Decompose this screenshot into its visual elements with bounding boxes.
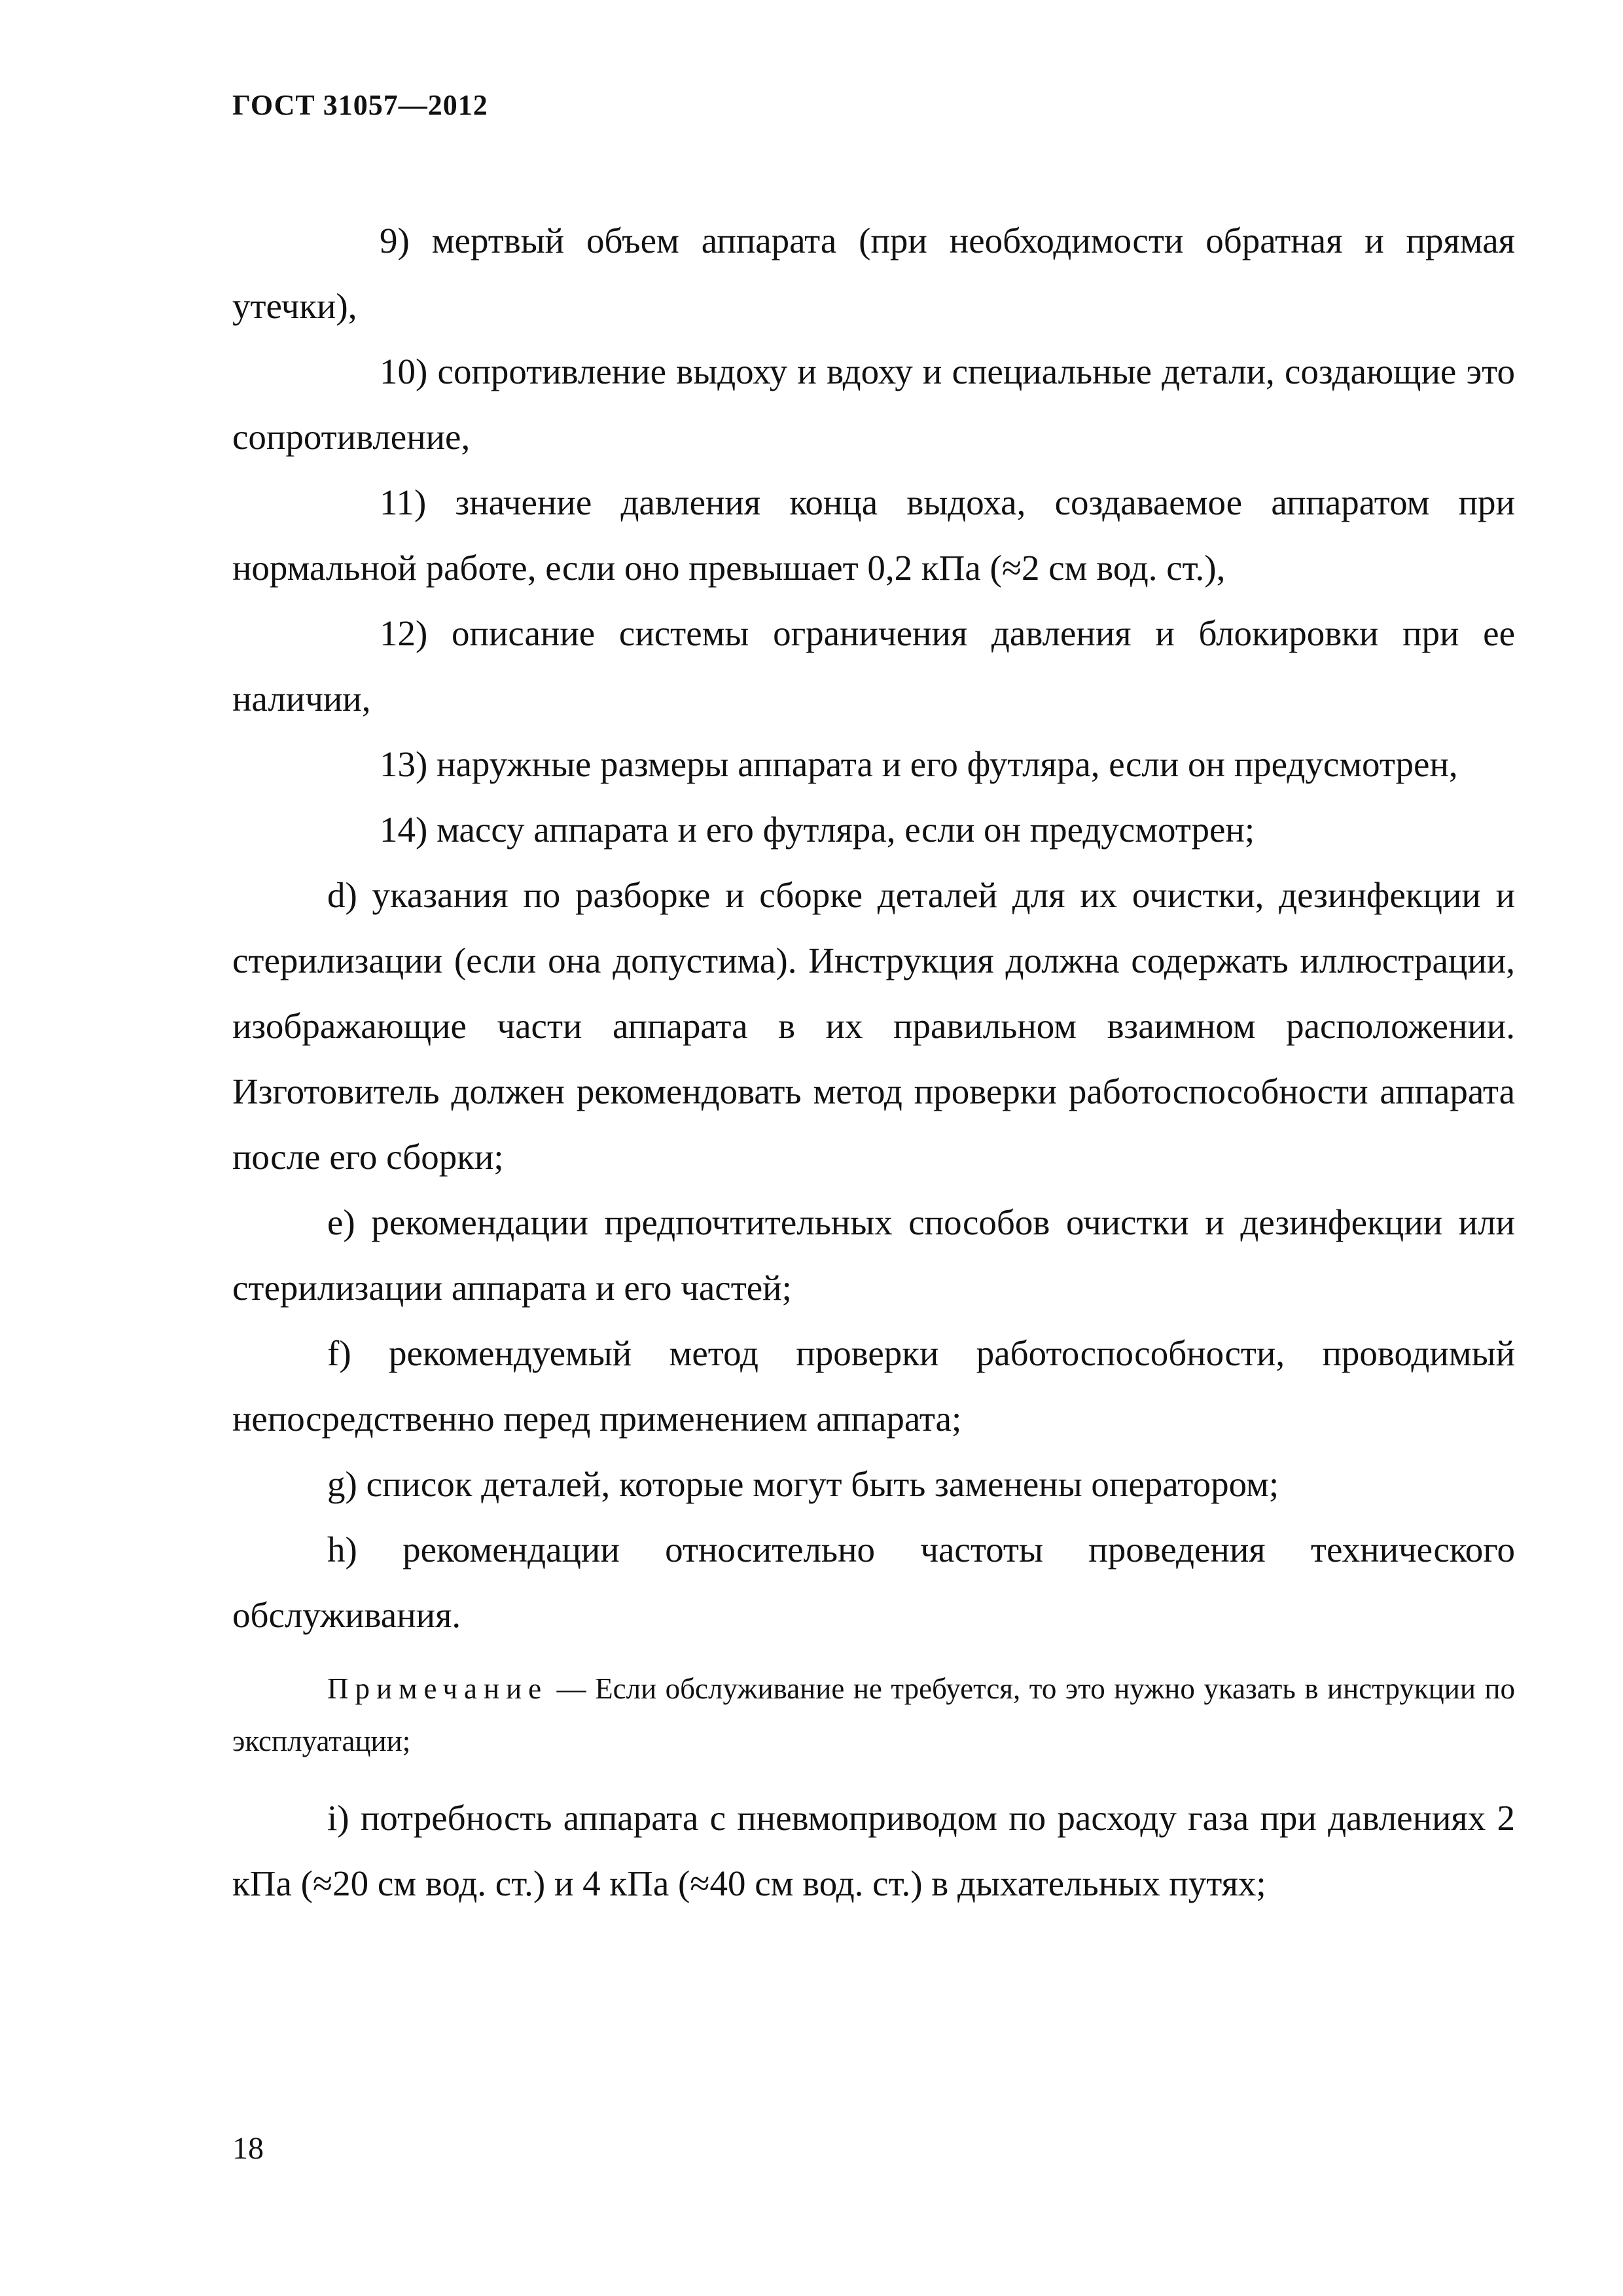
- document-body: [232, 208, 1515, 1916]
- list-item-h: h) рекомендации относительно частоты проведения технического обслуживания.: [232, 1530, 1515, 1635]
- list-item-e: e) рекомендации предпочтительных способов очистки и дезинфекции или стерилизации аппарата и его частей;: [232, 1202, 1515, 1308]
- list-item-i: i) потребность аппарата с пневмоприводом по расходу газа при давлениях 2 кПа (≈20 см вод. ст.) и 4 кПа (≈40 см вод. ст.) в дыхательных путях;: [232, 1798, 1515, 1903]
- list-item-f: f) рекомендуемый метод проверки работоспособности, проводимый непосредственно перед применением аппарата;: [232, 1333, 1515, 1439]
- note-text: — Если обслуживание не требуется, то это нужно указать в инструкции по эксплуатации;: [232, 1672, 1515, 1757]
- list-item-11: 11) значение давления конца выдоха, создаваемое аппаратом при нормальной работе, если оно превышает 0,2 кПа (≈2 см вод. ст.),: [232, 482, 1515, 588]
- page-number: 18: [232, 2131, 264, 2166]
- list-item-9: 9) мертвый объем аппарата (при необходимости обратная и прямая утечки),: [232, 221, 1515, 326]
- list-item-12: 12) описание системы ограничения давления и блокировки при ее наличии,: [232, 613, 1515, 719]
- note-paragraph: [232, 1662, 1515, 1767]
- list-item-g: g) список деталей, которые могут быть заменены оператором;: [327, 1464, 1279, 1504]
- list-item-14: 14) массу аппарата и его футляра, если он предусмотрен;: [380, 810, 1255, 850]
- standard-header: ГОСТ 31057—2012: [232, 89, 488, 121]
- list-item-d: d) указания по разборке и сборке деталей для их очистки, дезинфекции и стерилизации (если она допустима). Инструкция должна содержать иллюстрации, изображающие части аппарата в их правильном взаимном расположении. Изготовитель должен рекомендовать метод проверки работоспособности аппарата после его сборки;: [232, 875, 1515, 1177]
- note-label: Примечание: [327, 1672, 548, 1705]
- list-item-13: 13) наружные размеры аппарата и его футляра, если он предусмотрен,: [380, 744, 1458, 784]
- list-item-10: 10) сопротивление выдоху и вдоху и специальные детали, создающие это сопротивление,: [232, 351, 1515, 457]
